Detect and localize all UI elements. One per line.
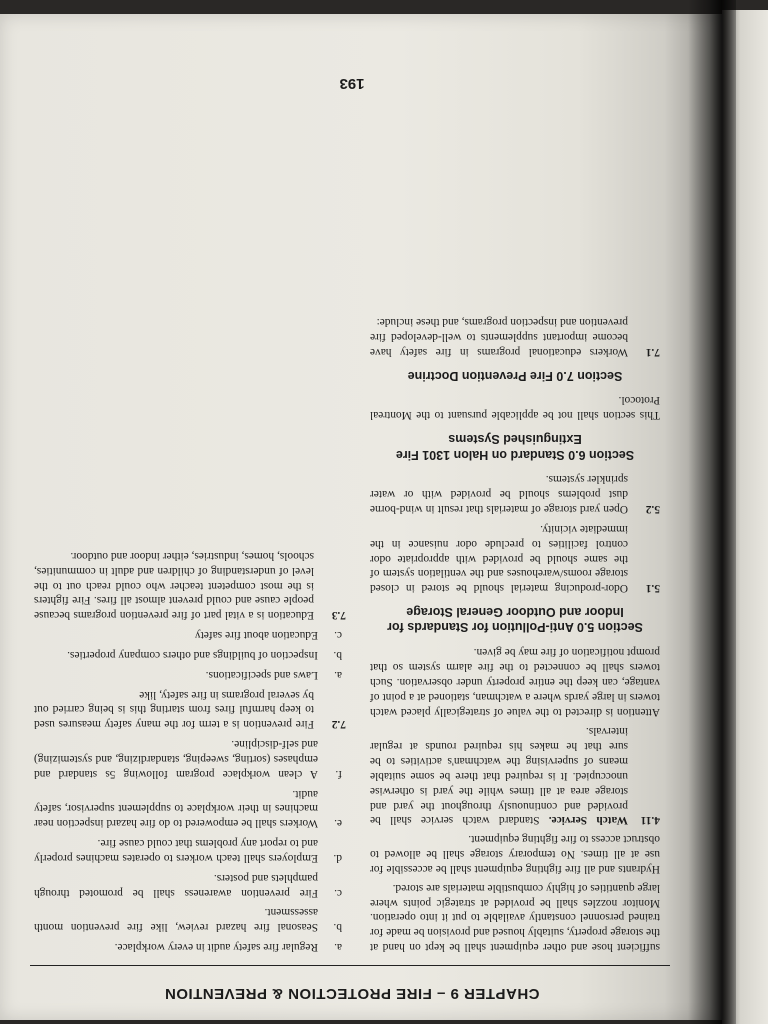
watch-service-text: Standard watch service shall be provided and continuously throughout the yard and storage area at all times while the yard is otherwise unoccupied. It is required that there be some suitable means of supervising the watchman's activities to be sure that he makes his required rounds at regular intervals. bbox=[370, 725, 628, 827]
list-item bbox=[34, 939, 346, 954]
list-text: Seasonal fire hazard review, like fire prevention month assessment. bbox=[34, 906, 318, 934]
intro-paragraph: sufficient hose and other equipment shall be kept on hand at the storage property, suitably housed and provision be made for trained personnel constantly available to put it into operation. Monitor nozzles shall be provided at strategic points where large quantities of highly combustible materials are stored. bbox=[370, 881, 660, 953]
list-label: a. bbox=[334, 668, 342, 681]
item-5-1-number: 5.1 bbox=[645, 582, 660, 595]
list-text: A clean workplace program following 5s standard and emphases (sorting, sweeping, standardizing, and systemizing) and self-discipline. bbox=[34, 738, 318, 780]
running-header bbox=[32, 968, 672, 1020]
book-gutter-shadow bbox=[688, 0, 736, 1024]
right-column bbox=[34, 543, 346, 954]
header-rule bbox=[30, 965, 670, 966]
list-text: Workers shall be empowered to do fire hazard inspection near machines in their workplace to supplement supervisor, safety audit. bbox=[34, 787, 318, 830]
item-7-2-text: Fire prevention is a term for the many safety measures used to keep harmful fires from starting this is being carried out by several programs in fire safety, like bbox=[34, 688, 314, 731]
item-5-2-number: 5.2 bbox=[645, 503, 660, 516]
list-text: Education about fire safety bbox=[194, 629, 318, 642]
watch-service-title: Watch Service. bbox=[548, 814, 628, 827]
list-text: Laws and specifications. bbox=[205, 668, 318, 681]
page-content bbox=[0, 14, 722, 1020]
list-label: a. bbox=[334, 941, 342, 953]
list-text: Inspection of buildings and others company properties. bbox=[67, 648, 318, 661]
item-7-3-number: 7.3 bbox=[331, 609, 346, 622]
list-label: b. bbox=[333, 921, 342, 934]
section-6-heading: Section 6.0 Standard on Halon 1301 Fire Extinguished Systems bbox=[395, 431, 635, 462]
hydrants-paragraph: Hydrants and all fire fighting equipment shall be accessible for use at all times. No temporary storage shall be allowed to obstruct access to fire fighting equipment. bbox=[370, 833, 660, 875]
item-7-3-text: Education is a vital part of fire prevention programs because people cause and could prevent almost all fires. Fire fighters is the most competent teacher who could reach out to the level of understanding of children and adult in communities, schools, homes, industries, either indoor and outdoor. bbox=[34, 549, 314, 622]
chapter-title: CHAPTER 9 – FIRE PROTECTION & PREVENTION bbox=[164, 985, 540, 1003]
item-7-2 bbox=[34, 687, 346, 731]
watch-service-item bbox=[370, 724, 660, 828]
left-column bbox=[370, 310, 660, 954]
item-5-1-text: Odor-producing material should be stored in closed storage rooms/warehouses and the ventilation system of the same should be provided with appropriate odor control facilities to preclude odor nuisance in the immediate vicinity. bbox=[370, 522, 628, 595]
list-text: Fire prevention awareness shall be promoted through pamphlets and posters. bbox=[34, 871, 318, 899]
list-item bbox=[34, 627, 346, 642]
list-item bbox=[34, 736, 346, 780]
list-label: f. bbox=[335, 767, 342, 780]
list-item bbox=[34, 667, 346, 682]
list-item bbox=[34, 835, 346, 865]
section-5-heading: Section 5.0 Anti-Pollution for Standards for Indoor and Outdoor General Storage bbox=[387, 604, 643, 635]
list-label: c. bbox=[334, 629, 342, 642]
section-6-text: This section shall not be applicable pursuant to the Montreal Protocol. bbox=[370, 394, 660, 422]
item-7-1-text: Workers educational programs in fire safety have become important supplements to well-developed fire prevention and inspection programs, and these include: bbox=[370, 316, 628, 359]
item-5-2-text: Open yard storage of materials that result in wind-borne dust problems should be provided with or water sprinkler systems. bbox=[370, 473, 628, 516]
list-label: b. bbox=[333, 648, 342, 661]
item-7-3 bbox=[34, 548, 346, 622]
section-7-heading: Section 7.0 Fire Prevention Doctrine bbox=[407, 368, 623, 383]
watch-tower-paragraph: Attention is directed to the value of strategically placed watch towers in large yards where a watchman, stationed at a point of vantage, can keep the entire property under observation. Such towers shall be connected to the fire alarm system so that prompt notification of fire may be given. bbox=[370, 646, 660, 718]
watch-service-body bbox=[370, 724, 628, 828]
list-text: Regular fire safety audit in every workplace. bbox=[114, 941, 318, 953]
watch-service-number: 4.11 bbox=[640, 814, 660, 827]
list-item bbox=[34, 647, 346, 662]
item-7-1 bbox=[370, 315, 660, 359]
list-item bbox=[34, 870, 346, 900]
item-5-2 bbox=[370, 472, 660, 516]
list-text: Employers shall teach workers to operates machines properly and to report any problems that could cause fire. bbox=[34, 837, 318, 864]
list-label: c. bbox=[334, 886, 342, 899]
list-label: d. bbox=[333, 851, 342, 864]
list-item bbox=[34, 905, 346, 935]
item-7-2-number: 7.2 bbox=[331, 718, 346, 731]
item-7-1-number: 7.1 bbox=[645, 346, 660, 359]
list-label: e. bbox=[334, 817, 342, 830]
page-number: 193 bbox=[339, 75, 365, 92]
item-5-1 bbox=[370, 521, 660, 595]
list-item bbox=[34, 786, 346, 830]
